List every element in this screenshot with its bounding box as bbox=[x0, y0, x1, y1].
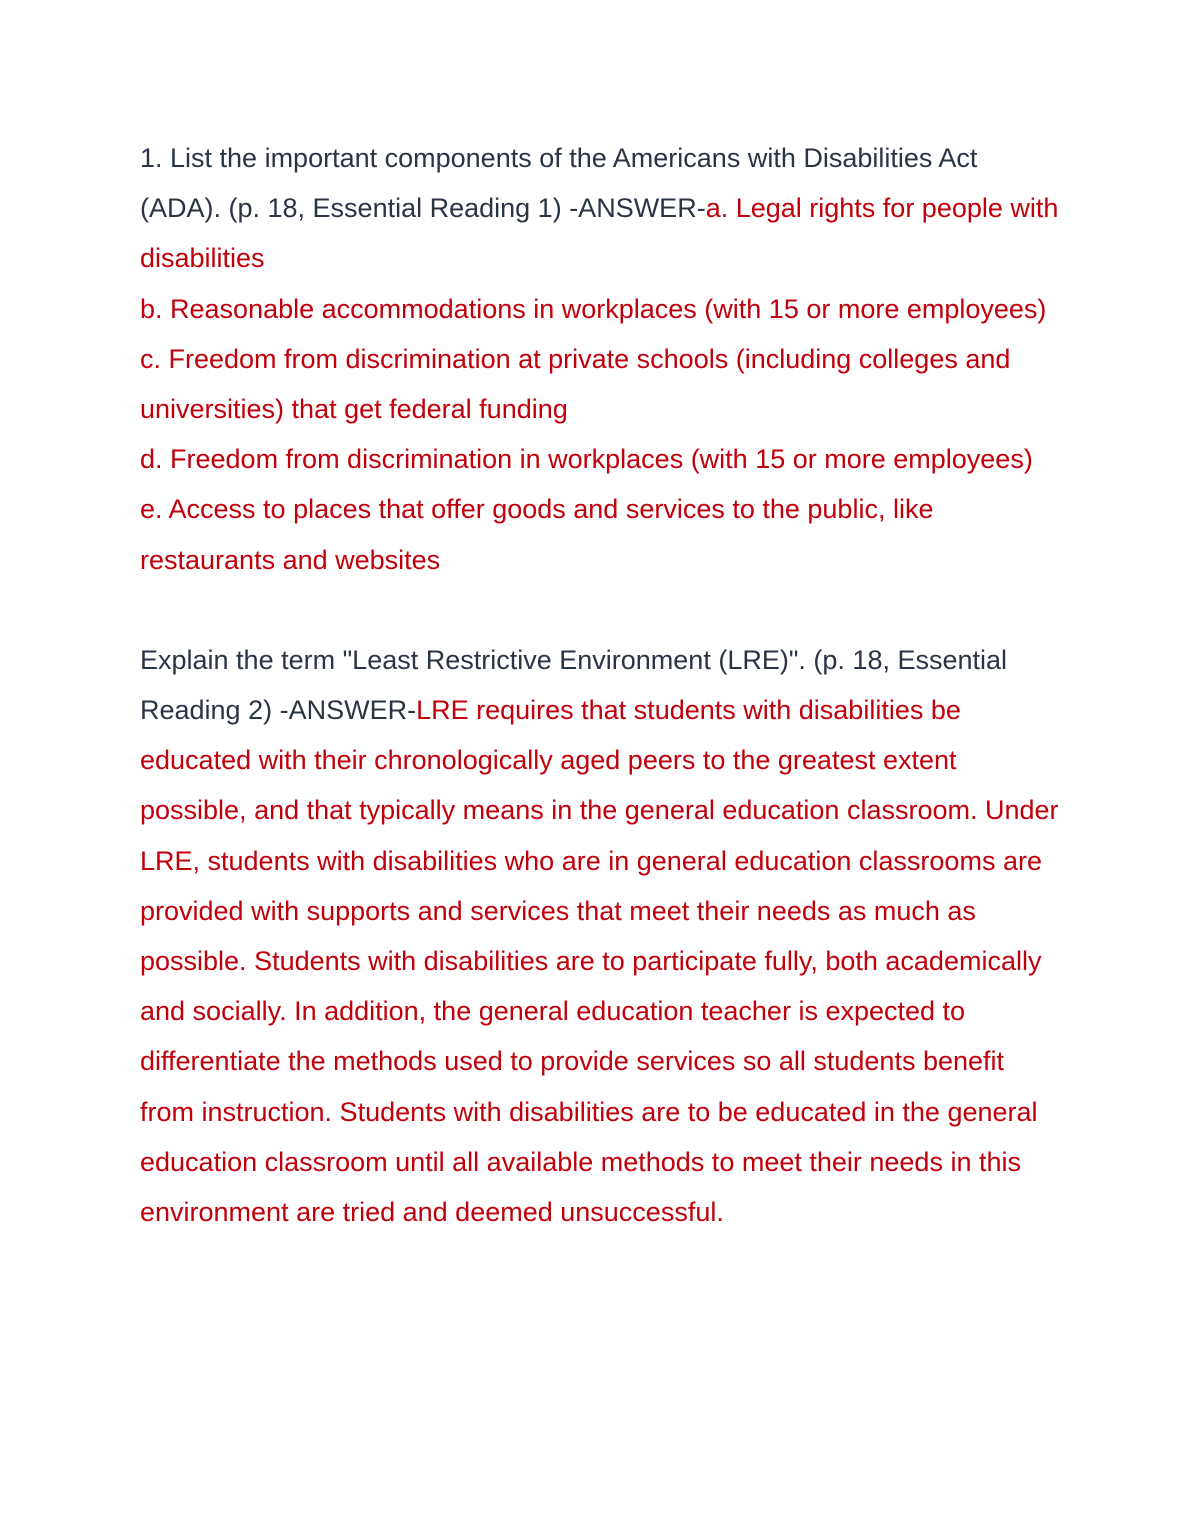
question-text: 1. List the important components of the Americans with Disabilities Act (ADA). (p. 18, Essential Reading 1) -ANSWER- bbox=[140, 143, 978, 224]
question-text: Explain the term "Least Restrictive Environment (LRE)". (p. 18, Essential Reading 2) -ANSWER- bbox=[140, 644, 1008, 726]
qa-paragraph bbox=[140, 635, 1060, 1237]
qa-item-ada bbox=[140, 133, 1060, 585]
answer-list-item: d. Freedom from discrimination in workplaces (with 15 or more employees) bbox=[140, 444, 1033, 475]
answer-text: LRE requires that students with disabilities be educated with their chronologically aged peers to the greatest extent possible, and that typically means in the general education classroom. Under LRE, students with disabilities who are in general education classrooms are provided with supports and services that meet their needs as much as possible. Students with disabilities are to participate fully, both academically and socially. In addition, the general education teacher is expected to differentiate the methods used to provide services so all students benefit from instruction. Students with disabilities are to be educated in the general education classroom until all available methods to meet their needs in this environment are tried and deemed unsuccessful. bbox=[140, 695, 1059, 1228]
answer-list-item: c. Freedom from discrimination at private schools (including colleges and universities) that get federal funding bbox=[140, 343, 1011, 425]
answer-list-item: b. Reasonable accommodations in workplaces (with 15 or more employees) bbox=[140, 293, 1047, 324]
qa-paragraph bbox=[140, 133, 1060, 284]
answer-text: a. Legal rights for people with disabilities bbox=[140, 193, 1059, 274]
document-page bbox=[140, 133, 1060, 1237]
answer-list-item: e. Access to places that offer goods and services to the public, like restaurants and websites bbox=[140, 494, 934, 575]
qa-item-lre bbox=[140, 635, 1060, 1237]
qa-spacer bbox=[140, 585, 1060, 635]
